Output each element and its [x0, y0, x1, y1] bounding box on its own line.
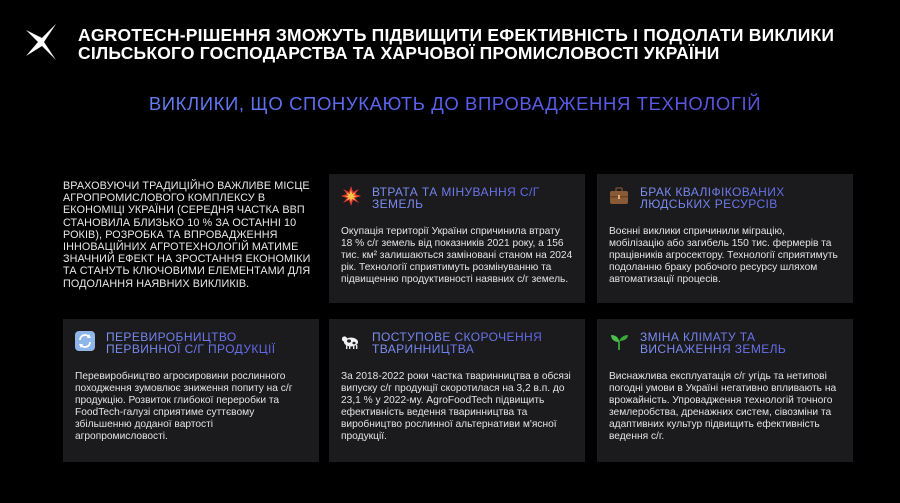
card-body: Виснажлива експлуатація с/г угідь та нетипові погодні умови в Україні негативно впливають на врожайність. Упровадження технологій точного землеробства, дренажних систем, сівозміни та адаптивних культур підвищить ефективність ведення с/г. [609, 371, 837, 442]
page-title-line-1: AGROTECH-РІШЕННЯ ЗМОЖУТЬ ПІДВИЩИТИ ЕФЕКТИВНІСТЬ І ПОДОЛАТИ ВИКЛИКИ [78, 25, 835, 45]
challenge-card-livestock [329, 319, 585, 462]
card-body: Перевиробництво агросировини рослинного походження зумовлює зниження попиту на с/г продукцію. Розвиток глибокої переробки та FoodTech-галузі сприятиме суттєвому збільшенню доданої вартості агропромисловості. [75, 371, 293, 442]
card-title: ПЕРЕВИРОБНИЦТВО ПЕРВИННОЇ С/Г ПРОДУКЦІЇ [106, 331, 307, 355]
card-title: ЗМІНА КЛІМАТУ ТА ВИСНАЖЕННЯ ЗЕМЕЛЬ [640, 331, 841, 355]
briefcase-icon [609, 186, 629, 206]
seedling-icon [609, 331, 629, 351]
challenge-card-human-resources [597, 174, 853, 303]
card-title: БРАК КВАЛІФІКОВАНИХ ЛЮДСЬКИХ РЕСУРСІВ [640, 186, 841, 210]
card-body: Воєнні виклики спричинили міграцію, мобілізацію або загибель 150 тис. фермерів та працівників агросектору. Технології сприятимуть подоланню браку робочого ресурсу шляхом автоматизації процесів. [609, 226, 838, 285]
challenge-card-land-loss [329, 174, 585, 303]
card-body: За 2018-2022 роки частка тваринництва в обсязі випуску с/г продукції скоротилася на 3,2 в.п. до 23,1 % у 2022-му. AgroFoodTech підвищить ефективність ведення тваринництва та виробництво рослинної альтернативи м'ясної продукції. [341, 371, 571, 442]
logo-star-icon [22, 22, 62, 62]
card-title: ПОСТУПОВЕ СКОРОЧЕННЯ ТВАРИННИЦТВА [372, 331, 573, 355]
explosion-icon [341, 186, 361, 206]
cow-icon [341, 331, 361, 351]
intro-text: ВРАХОВУЮЧИ ТРАДИЦІЙНО ВАЖЛИВЕ МІСЦЕ АГРОПРОМИСЛОВОГО КОМПЛЕКСУ В ЕКОНОМІЦІ УКРАЇНИ (СЕРЕДНЯ ЧАСТКА ВВП СТАНОВИЛА БЛИЗЬКО 10 % ЗА ОСТАННІ 10 РОКІВ), РОЗРОБКА ТА ВПРОВАДЖЕННЯ ІННОВАЦІЙНИХ АГРОТЕХНОЛОГІЙ МАТИМЕ ЗНАЧНИЙ ЕФЕКТ НА ЗРОСТАННЯ ЕКОНОМІКИ ТА СТАНУТЬ КЛЮЧОВИМИ ЕЛЕМЕНТАМИ ДЛЯ ПОДОЛАННЯ НАЯВНИХ ВИКЛИКІВ. [63, 180, 311, 290]
challenge-card-climate [597, 319, 853, 462]
card-title: ВТРАТА ТА МІНУВАННЯ С/Г ЗЕМЕЛЬ [372, 186, 573, 210]
section-title: ВИКЛИКИ, ЩО СПОНУКАЮТЬ ДО ВПРОВАДЖЕННЯ ТЕХНОЛОГІЙ [0, 93, 900, 115]
page-title-line-2: СІЛЬСЬКОГО ГОСПОДАРСТВА ТА ХАРЧОВОЇ ПРОМИСЛОВОСТІ УКРАЇНИ [78, 43, 720, 63]
challenge-card-overproduction [63, 319, 319, 462]
card-body: Окупація території України спричинила втрату 18 % с/г земель від показників 2021 року, а 156 тис. км² залишаються замінованi станом на 2024 рік. Технології сприятимуть розмінуванню та підвищенню продуктивності наявних с/г земель. [341, 226, 573, 285]
cycle-arrows-icon [75, 331, 95, 351]
page-title [78, 26, 878, 62]
